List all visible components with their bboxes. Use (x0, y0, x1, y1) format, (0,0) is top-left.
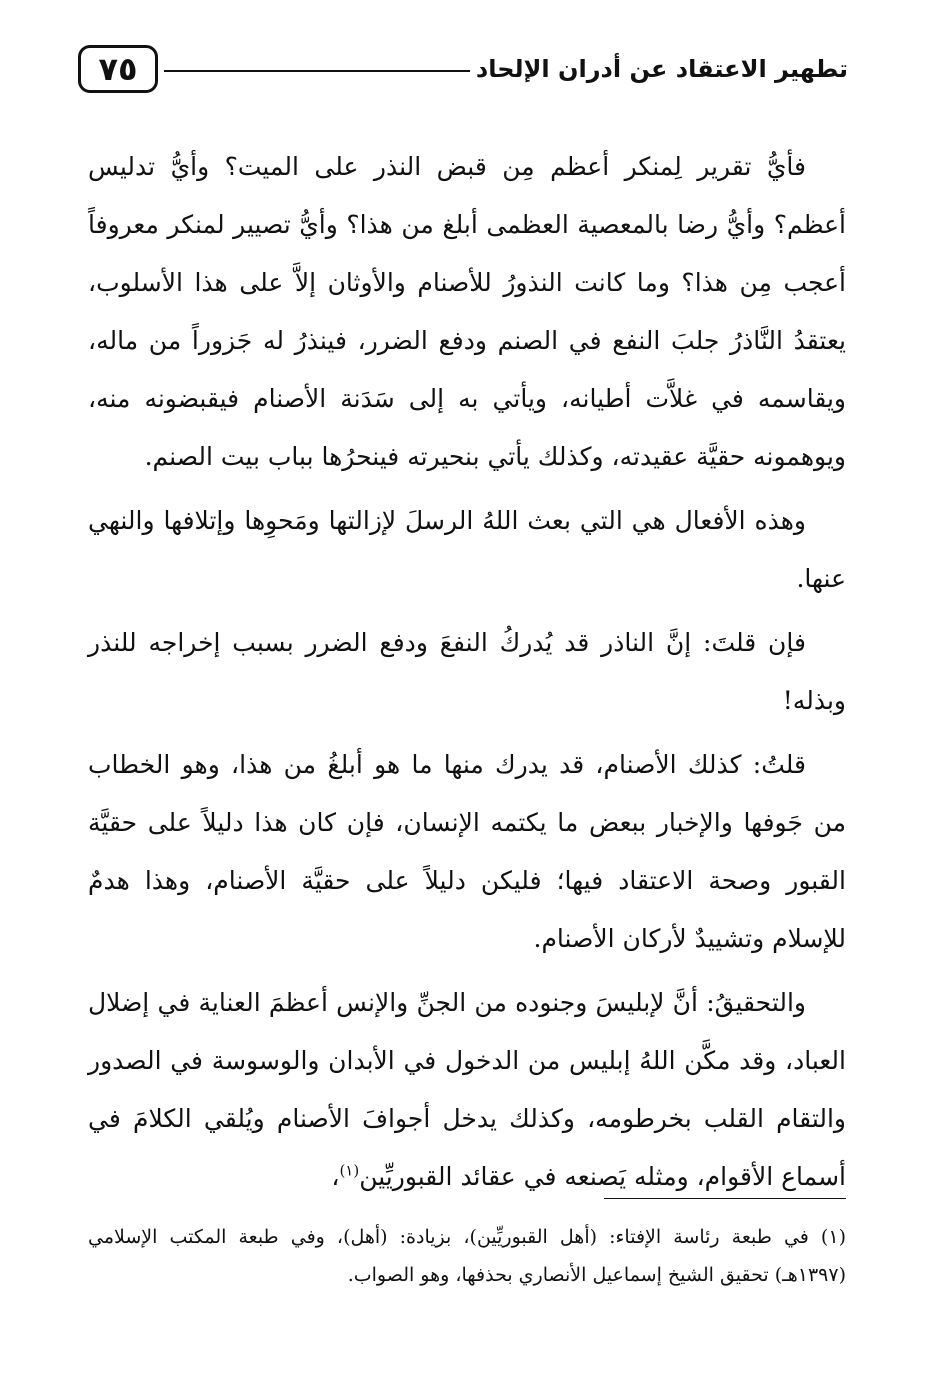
header-rule (164, 70, 470, 72)
footnote (88, 1218, 846, 1294)
paragraph-2: وهذه الأفعال هي التي بعث اللهُ الرسلَ لإزالتها ومَحوِها وإتلافها والنهي عنها. (88, 506, 846, 593)
paragraph-5-text: والتحقيقُ: أنَّ لإبليسَ وجنوده من الجنِّ والإنس أعظمَ العناية في إضلال العباد، وقد مكَّن اللهُ إبليس من الدخول في الأبدان والوسوسة في الصدور والتقام القلب بخرطومه، وكذلك يدخل أجوافَ الأصنام ويُلقي الكلامَ في أسماع الأقوام، ومثله يَصنعه في عقائد القبوريِّين (88, 988, 846, 1191)
footnote-separator (604, 1198, 846, 1199)
page-number: ٧٥ (98, 50, 138, 88)
page-number-box (78, 45, 158, 93)
paragraph-5 (88, 974, 846, 1206)
paragraph-1: فأيُّ تقرير لِمنكر أعظم مِن قبض النذر على الميت؟ وأيُّ تدليس أعظم؟ وأيُّ رضا بالمعصية العظمى أبلغ من هذا؟ وأيُّ تصيير لمنكر معروفاً أعجب مِن هذا؟ وما كانت النذورُ للأصنام والأوثان إلاَّ على هذا الأسلوب، يعتقدُ النَّاذرُ جلبَ النفع في الصنم ودفع الضرر، فينذرُ له جَزوراً من ماله، ويقاسمه في غلاَّت أطيانه، ويأتي به إلى سَدَنة الأصنام فيقبضونه منه، ويوهمونه حقيَّة عقيدته، وكذلك يأتي بنحيرته فينحرُها بباب بيت الصنم. (88, 152, 846, 471)
paragraph-4: قلتُ: كذلك الأصنام، قد يدرك منها ما هو أبلغُ من هذا، وهو الخطاب من جَوفها والإخبار ببعض ما يكتمه الإنسان، فإن كان هذا دليلاً على حقيَّة القبور وصحة الاعتقاد فيها؛ فليكن دليلاً على حقيَّة الأصنام، وهذا هدمٌ للإسلام وتشييدٌ لأركان الأصنام. (88, 750, 846, 953)
page-header (78, 40, 848, 98)
paragraph-5-end: ، (331, 1162, 340, 1191)
footnote-reference[interactable]: (١) (339, 1161, 360, 1180)
running-title: تطهير الاعتقاد عن أدران الإلحاد (475, 55, 848, 83)
footnote-text: (١) في طبعة رئاسة الإفتاء: (أهل القبوريِّين)، بزيادة: (أهل)، وفي طبعة المكتب الإسلامي (١٣٩٧هـ) تحقيق الشيخ إسماعيل الأنصاري بحذفها، وهو الصواب. (88, 1226, 846, 1286)
body-text (88, 138, 846, 1212)
paragraph-3: فإن قلتَ: إنَّ الناذر قد يُدركُ النفعَ ودفع الضرر بسبب إخراجه للنذر وبذله! (88, 628, 846, 715)
